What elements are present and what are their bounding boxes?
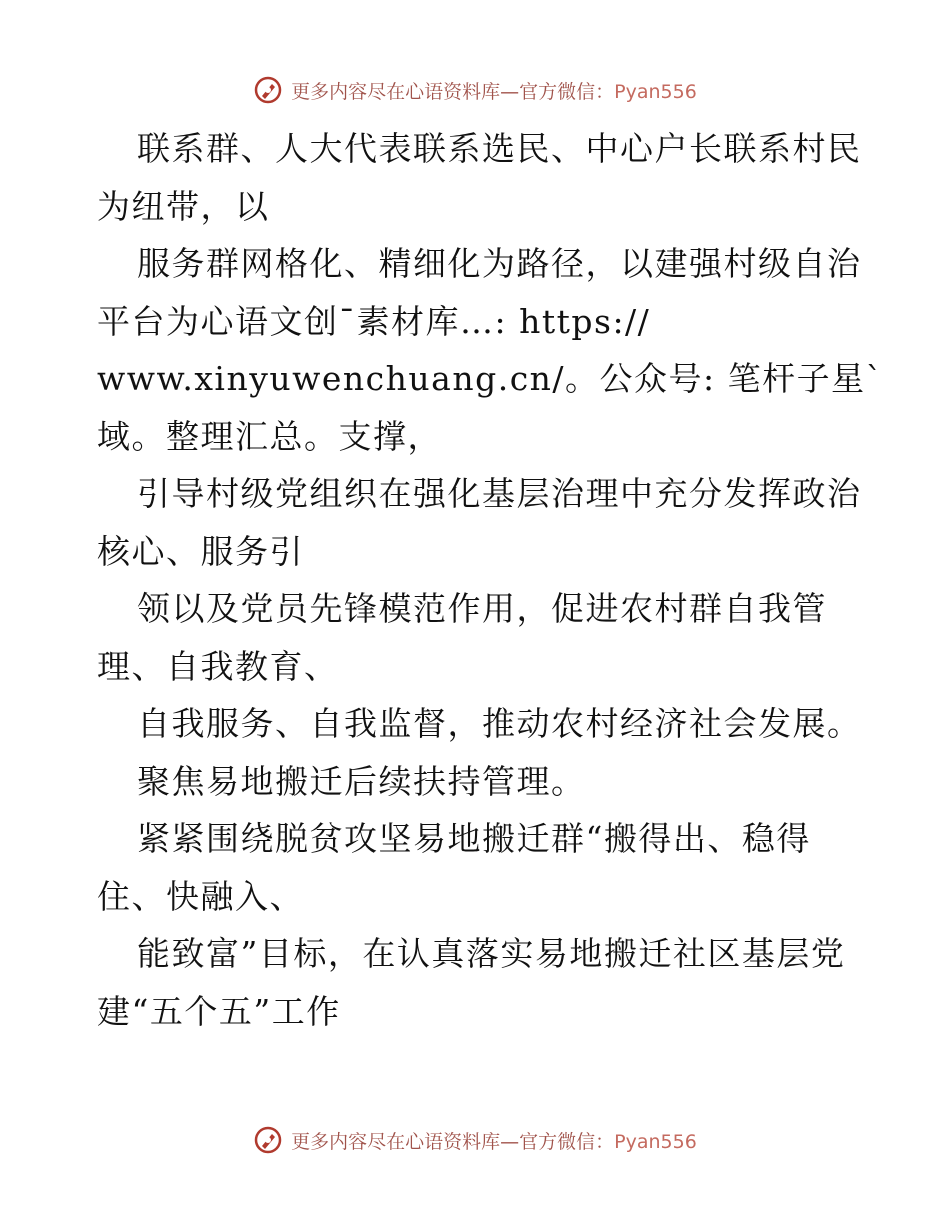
- body-line: 理、自我教育、: [97, 646, 339, 686]
- footer-banner: [0, 1120, 950, 1160]
- banner-text: 更多内容尽在心语资料库—官方微信：Pyan556: [291, 80, 697, 103]
- header-banner: [0, 70, 950, 110]
- body-line: 紧紧围绕脱贫攻坚易地搬迁群“搬得出、稳得: [137, 819, 811, 858]
- body-line: 域。整理汇总。支撑，: [97, 416, 442, 456]
- body-line: 服务群网格化、精细化为路径，以建强村级自治: [137, 244, 862, 283]
- document-body: [97, 120, 884, 1040]
- body-line: 为纽带，以: [97, 186, 270, 226]
- wechat-id: Pyan556: [614, 80, 697, 103]
- wechat-id: Pyan556: [614, 1130, 697, 1153]
- pen-circle-icon: [253, 75, 283, 105]
- body-line: 联系群、人大代表联系选民、中心户长联系村民: [137, 129, 862, 168]
- pen-circle-icon: [253, 1125, 283, 1155]
- body-line: 能致富”目标，在认真落实易地搬迁社区基层党: [137, 934, 846, 973]
- body-line: 聚焦易地搬迁后续扶持管理。: [137, 761, 586, 801]
- body-line: 平台为心语文创¯素材库…: https://: [97, 301, 651, 341]
- body-line: 引导村级党组织在强化基层治理中充分发挥政治: [137, 474, 862, 513]
- body-line: 自我服务、自我监督，推动农村经济社会发展。: [137, 704, 862, 743]
- body-line: 核心、服务引: [97, 531, 304, 571]
- body-line: 住、快融入、: [97, 876, 304, 916]
- banner-text: 更多内容尽在心语资料库—官方微信：Pyan556: [291, 1130, 697, 1153]
- body-line: 建“五个五”工作: [97, 991, 341, 1031]
- body-line: www.xinyuwenchuang.cn/。公众号: 笔杆子星`: [97, 359, 884, 398]
- body-line: 领以及党员先锋模范作用，促进农村群自我管: [137, 589, 827, 628]
